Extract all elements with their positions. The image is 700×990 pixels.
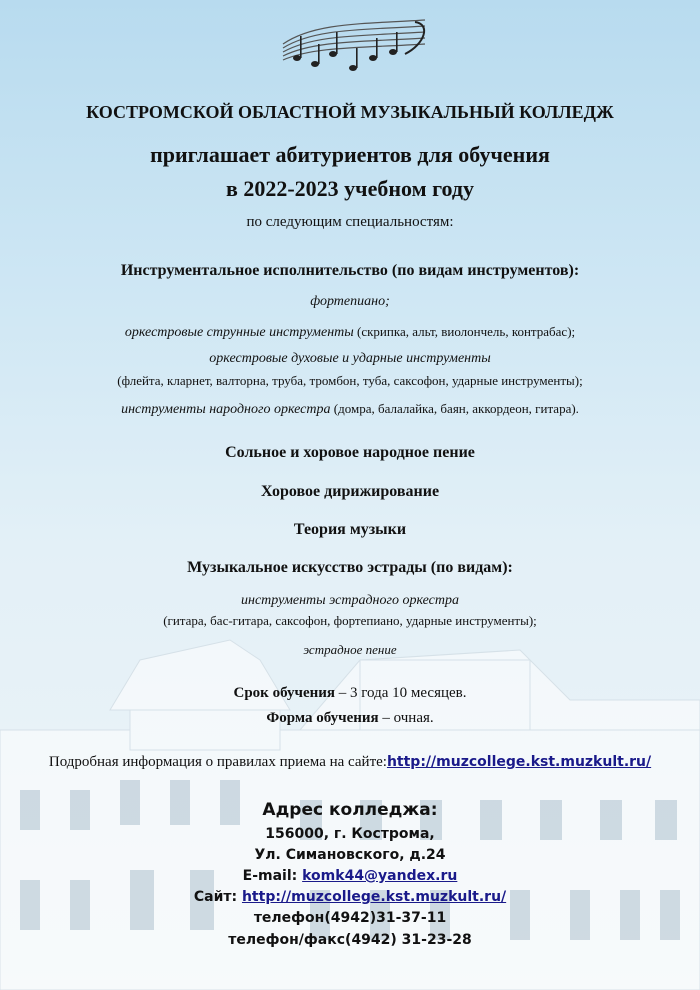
address-phone: телефон(4942)31-37-11 [253, 910, 447, 926]
specialty-estrada-title: Музыкальное искусство эстрады (по видам): [187, 559, 513, 576]
address-fax: телефон/факс(4942) 31-23-28 [228, 932, 472, 948]
site-label: Сайт: [193, 889, 242, 905]
duration-label: Срок обучения [233, 685, 336, 701]
strings-list: (скрипка, альт, виолончель, контрабас); [353, 324, 576, 339]
strings-name: оркестровые струнные инструменты [124, 325, 354, 340]
year-line: в 2022-2023 учебном году [225, 176, 475, 201]
address-title: Адрес колледжа: [262, 800, 438, 820]
address-city: 156000, г. Кострома, [265, 826, 435, 842]
piano-item: фортепиано; [310, 294, 390, 309]
site-link[interactable]: http://muzcollege.kst.muzkult.ru/ [241, 889, 507, 905]
form-label: Форма обучения [266, 710, 379, 726]
estrada-instruments-list: (гитара, бас-гитара, саксофон, фортепиано, ударные инструменты); [163, 613, 537, 628]
specialties-intro: по следующим специальностям: [246, 214, 454, 230]
duration-value: – 3 года 10 месяцев. [335, 685, 467, 701]
folk-name: инструменты народного оркестра [121, 402, 331, 417]
specialty-conducting: Хоровое дирижирование [260, 483, 440, 500]
estrada-singing: эстрадное пение [303, 642, 397, 657]
form-value: – очная. [378, 710, 434, 726]
specialty-theory: Теория музыки [293, 521, 407, 538]
study-form [0, 710, 700, 727]
winds-list: (флейта, кларнет, валторна, труба, тромбон, туба, саксофон, ударные инструменты); [117, 373, 583, 388]
strings-item [0, 324, 700, 341]
invite-line: приглашает абитуриентов для обучения [150, 142, 550, 167]
address-site [0, 889, 700, 905]
music-notes-icon [275, 14, 435, 76]
folk-item [0, 401, 700, 418]
college-name: КОСТРОМСКОЙ ОБЛАСТНОЙ МУЗЫКАЛЬНЫЙ КОЛЛЕДЖ [86, 102, 614, 122]
email-link[interactable]: komk44@yandex.ru [302, 868, 458, 884]
email-label: E-mail: [242, 868, 303, 884]
folk-list: (домра, балалайка, баян, аккордеон, гитара). [330, 401, 579, 416]
winds-name: оркестровые духовые и ударные инструменты [209, 351, 491, 366]
admission-info-link[interactable]: http://muzcollege.kst.muzkult.ru/ [386, 754, 652, 770]
study-duration [0, 685, 700, 702]
estrada-instruments-name: инструменты эстрадного оркестра [241, 593, 459, 608]
admission-info-text: Подробная информация о правилах приема на сайте: [48, 754, 387, 770]
admission-info [0, 754, 700, 771]
address-email [0, 868, 700, 884]
instrumental-title: Инструментальное исполнительство (по видам инструментов): [120, 262, 580, 279]
address-street: Ул. Симановского, д.24 [254, 847, 446, 863]
specialty-solo-choral: Сольное и хоровое народное пение [225, 444, 475, 461]
